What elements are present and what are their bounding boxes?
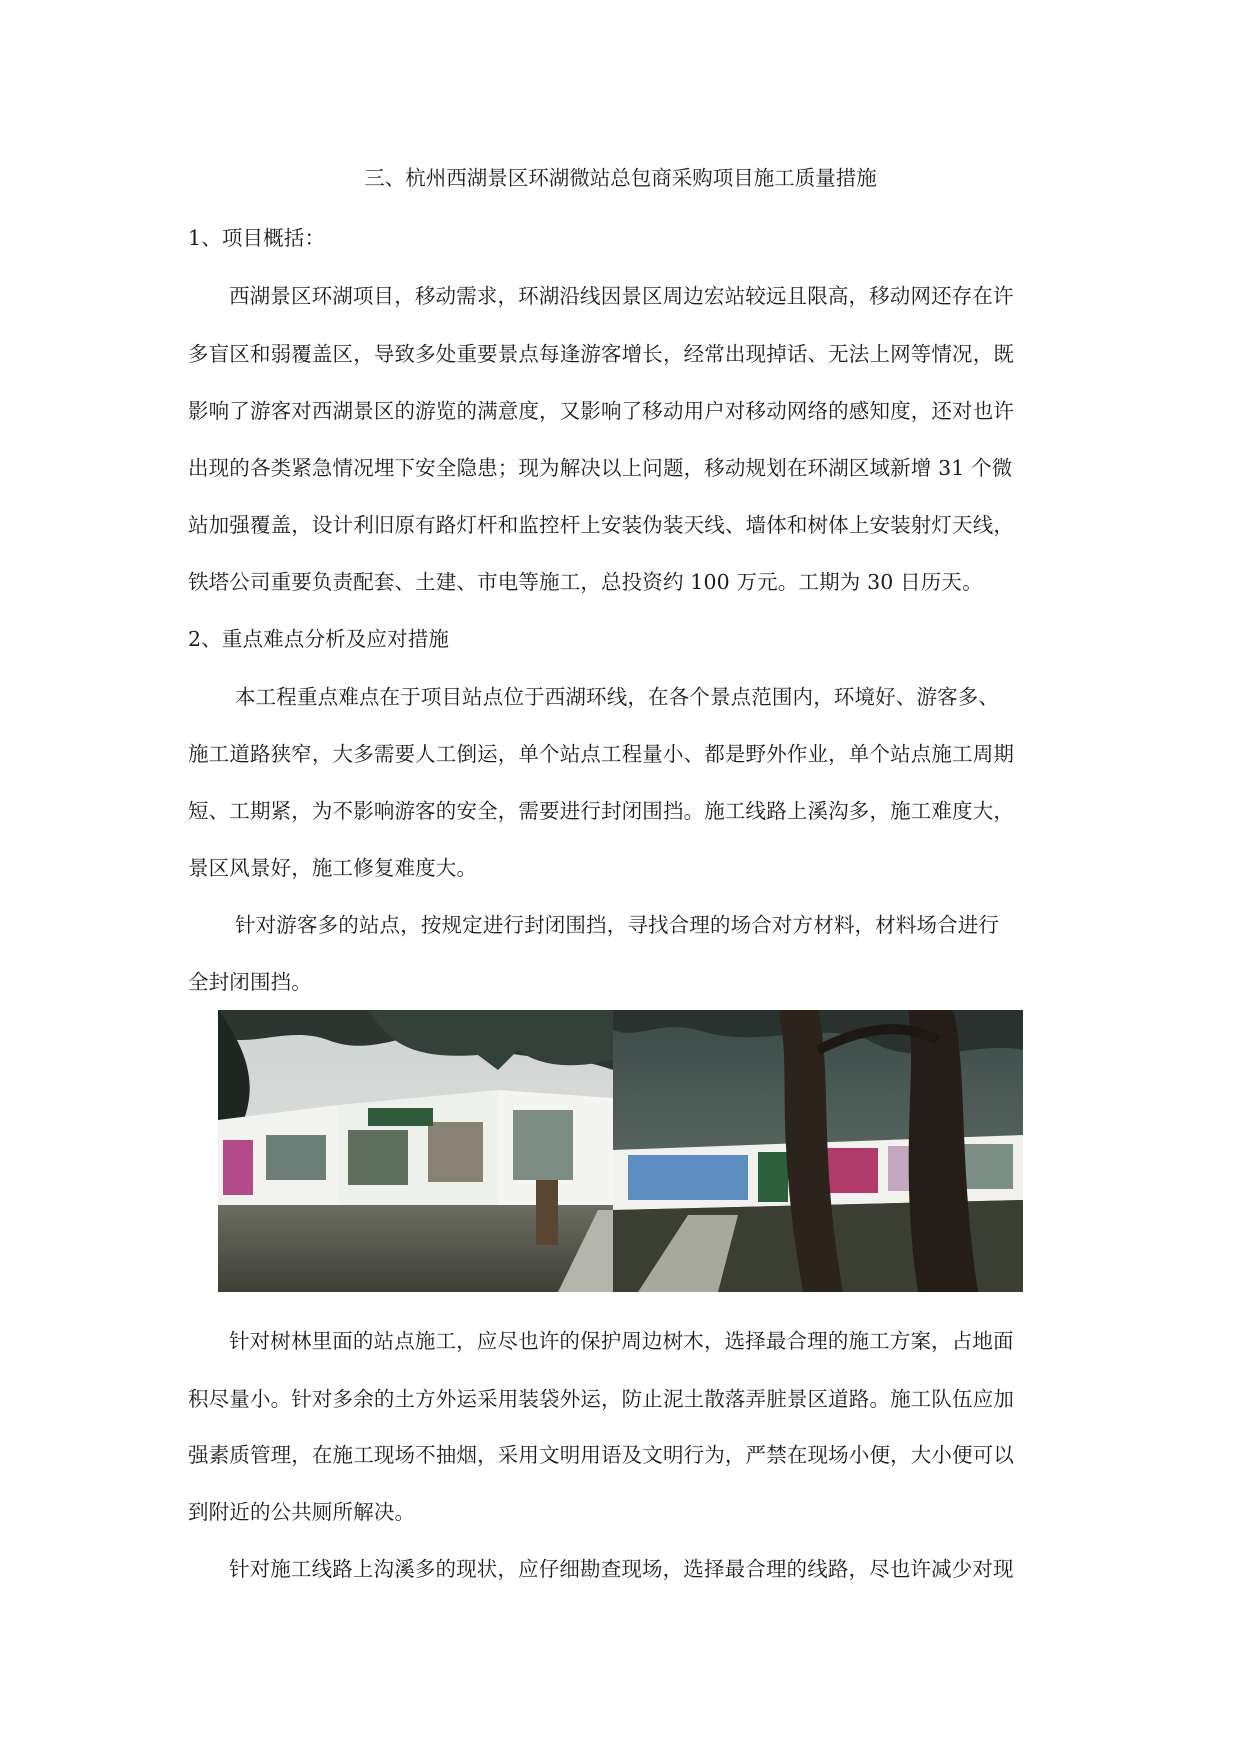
paragraph-line: 本工程重点难点在于项目站点位于西湖环线，在各个景点范围内，环境好、游客多、	[235, 685, 1000, 709]
construction-site-photo	[218, 1010, 1023, 1292]
paragraph-line: 积尽量小。针对多余的土方外运采用装袋外运，防止泥土散落弄脏景区道路。施工队伍应加	[188, 1387, 1014, 1411]
paragraph-line: 针对游客多的站点，按规定进行封闭围挡，寻找合理的场合对方材料，材料场合进行	[235, 913, 1000, 937]
paragraph-line: 到附近的公共厕所解决。	[188, 1500, 416, 1524]
paragraph-line: 多盲区和弱覆盖区，导致多处重要景点每逢游客增长，经常出现掉话、无法上网等情况，既	[188, 342, 1014, 366]
paragraph-line: 施工道路狭窄，大多需要人工倒运，单个站点工程量小、都是野外作业，单个站点施工周期	[188, 742, 1014, 766]
paragraph-line: 针对树林里面的站点施工，应尽也许的保护周边树木，选择最合理的施工方案，占地面	[229, 1329, 1014, 1353]
paragraph-line: 短、工期紧，为不影响游客的安全，需要进行封闭围挡。施工线路上溪沟多，施工难度大，	[188, 799, 1014, 823]
paragraph-line: 站加强覆盖，设计利旧原有路灯杆和监控杆上安装伪装天线、墙体和树体上安装射灯天线，	[188, 513, 1014, 537]
paragraph-line: 出现的各类紧急情况埋下安全隐患；现为解决以上问题，移动规划在环湖区域新增 31 个微	[188, 456, 1013, 480]
section-heading-overview: 1、项目概括：	[188, 226, 326, 250]
paragraph-line: 强素质管理，在施工现场不抽烟，采用文明用语及文明行为，严禁在现场小便，大小便可以	[188, 1443, 1014, 1467]
paragraph-line: 全封闭围挡。	[188, 970, 312, 994]
paragraph-line: 针对施工线路上沟溪多的现状，应仔细勘查现场，选择最合理的线路，尽也许减少对现	[229, 1557, 1014, 1581]
document-title: 三、杭州西湖景区环湖微站总包商采购项目施工质量措施	[364, 166, 877, 190]
panorama-image	[218, 1010, 1023, 1292]
section-heading-difficulties: 2、重点难点分析及应对措施	[188, 627, 449, 651]
paragraph-line: 影响了游客对西湖景区的游览的满意度，又影响了移动用户对移动网络的感知度，还对也许	[188, 399, 1014, 423]
paragraph-line: 铁塔公司重要负责配套、土建、市电等施工，总投资约 100 万元。工期为 30 日历天。	[188, 570, 983, 594]
paragraph-line: 景区风景好，施工修复难度大。	[188, 856, 478, 880]
paragraph-line: 西湖景区环湖项目，移动需求，环湖沿线因景区周边宏站较远且限高，移动网还存在许	[229, 284, 1014, 308]
